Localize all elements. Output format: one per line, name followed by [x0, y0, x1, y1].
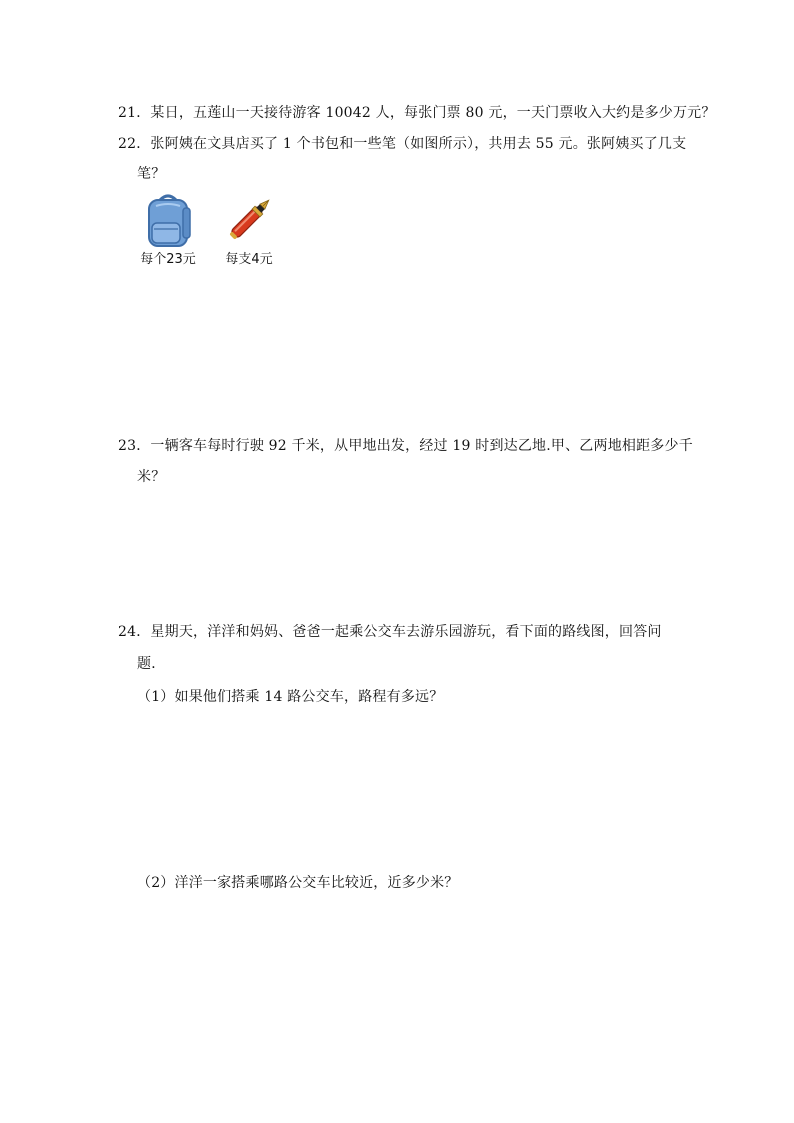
question-23-line-1: 23．一辆客车每时行驶 92 千米，从甲地出发，经过 19 时到达乙地.甲、乙两地相距多少千 [118, 438, 693, 454]
backpack-icon [140, 192, 196, 248]
backpack-price-caption: 每个23元 [140, 252, 196, 267]
backpack-item [136, 192, 200, 268]
fountain-pen-icon [219, 192, 279, 248]
pen-price-caption: 每支4元 [225, 252, 273, 267]
pen-item [214, 192, 284, 268]
question-24-line-1: 24．星期天，洋洋和妈妈、爸爸一起乘公交车去游乐园游玩，看下面的路线图，回答问 [118, 624, 662, 640]
question-23-line-2: 米？ [137, 469, 166, 485]
question-24-sub-1: （1）如果他们搭乘 14 路公交车，路程有多远？ [137, 689, 444, 705]
price-figure [136, 192, 286, 272]
question-21: 21．某日，五莲山一天接待游客 10042 人，每张门票 80 元，一天门票收入大约是多少万元？ [118, 105, 716, 121]
question-22-line-2: 笔？ [137, 166, 166, 182]
question-22-line-1: 22．张阿姨在文具店买了 1 个书包和一些笔（如图所示），共用去 55 元。张阿姨买了几支 [118, 136, 687, 152]
question-24-line-2: 题． [137, 656, 166, 672]
question-24-sub-2: （2）洋洋一家搭乘哪路公交车比较近，近多少米？ [137, 875, 459, 891]
